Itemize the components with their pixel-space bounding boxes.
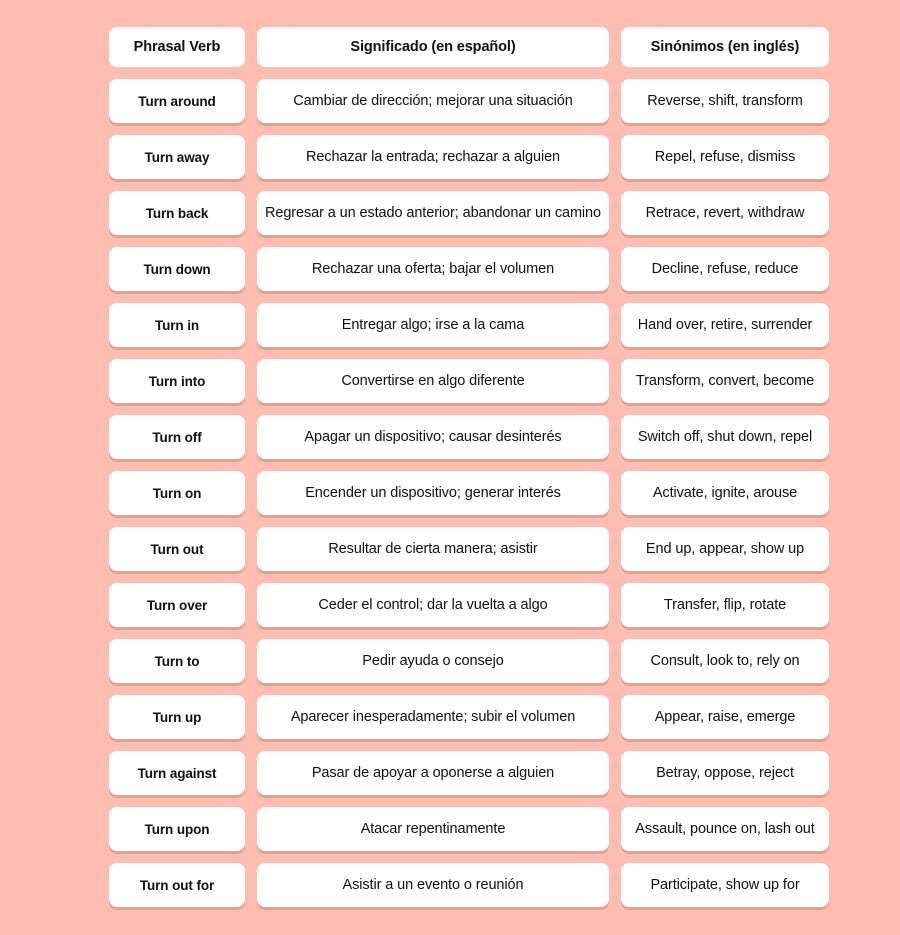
table-row — [109, 135, 829, 179]
meaning-cell: Cambiar de dirección; mejorar una situación — [257, 79, 609, 123]
meaning-cell: Atacar repentinamente — [257, 807, 609, 851]
table-row — [109, 471, 829, 515]
table-row — [109, 415, 829, 459]
synonyms-cell: Consult, look to, rely on — [621, 639, 829, 683]
verb-cell: Turn over — [109, 583, 245, 627]
table-row — [109, 583, 829, 627]
table-row — [109, 751, 829, 795]
table-body — [109, 79, 829, 907]
synonyms-cell: Retrace, revert, withdraw — [621, 191, 829, 235]
table-row — [109, 79, 829, 123]
verb-cell: Turn against — [109, 751, 245, 795]
table-row — [109, 359, 829, 403]
meaning-cell: Regresar a un estado anterior; abandonar un camino — [257, 191, 609, 235]
verb-cell: Turn into — [109, 359, 245, 403]
verb-cell: Turn away — [109, 135, 245, 179]
synonyms-cell: Activate, ignite, arouse — [621, 471, 829, 515]
header-meaning: Significado (en español) — [257, 27, 609, 67]
table-row — [109, 639, 829, 683]
verb-cell: Turn out for — [109, 863, 245, 907]
synonyms-cell: Betray, oppose, reject — [621, 751, 829, 795]
table-row — [109, 695, 829, 739]
table-row — [109, 863, 829, 907]
meaning-cell: Aparecer inesperadamente; subir el volumen — [257, 695, 609, 739]
table-row — [109, 191, 829, 235]
synonyms-cell: Switch off, shut down, repel — [621, 415, 829, 459]
meaning-cell: Entregar algo; irse a la cama — [257, 303, 609, 347]
verb-cell: Turn back — [109, 191, 245, 235]
synonyms-cell: Assault, pounce on, lash out — [621, 807, 829, 851]
synonyms-cell: Transform, convert, become — [621, 359, 829, 403]
synonyms-cell: Hand over, retire, surrender — [621, 303, 829, 347]
verb-cell: Turn up — [109, 695, 245, 739]
meaning-cell: Ceder el control; dar la vuelta a algo — [257, 583, 609, 627]
table-row — [109, 247, 829, 291]
synonyms-cell: Transfer, flip, rotate — [621, 583, 829, 627]
phrasal-verbs-table — [109, 27, 829, 919]
synonyms-cell: Repel, refuse, dismiss — [621, 135, 829, 179]
verb-cell: Turn down — [109, 247, 245, 291]
synonyms-cell: Appear, raise, emerge — [621, 695, 829, 739]
synonyms-cell: Decline, refuse, reduce — [621, 247, 829, 291]
verb-cell: Turn upon — [109, 807, 245, 851]
verb-cell: Turn in — [109, 303, 245, 347]
meaning-cell: Pasar de apoyar a oponerse a alguien — [257, 751, 609, 795]
synonyms-cell: End up, appear, show up — [621, 527, 829, 571]
meaning-cell: Encender un dispositivo; generar interés — [257, 471, 609, 515]
table-row — [109, 303, 829, 347]
table-row — [109, 807, 829, 851]
synonyms-cell: Participate, show up for — [621, 863, 829, 907]
table-row — [109, 527, 829, 571]
verb-cell: Turn off — [109, 415, 245, 459]
verb-cell: Turn on — [109, 471, 245, 515]
meaning-cell: Apagar un dispositivo; causar desinterés — [257, 415, 609, 459]
table-header — [109, 27, 829, 67]
meaning-cell: Pedir ayuda o consejo — [257, 639, 609, 683]
verb-cell: Turn to — [109, 639, 245, 683]
synonyms-cell: Reverse, shift, transform — [621, 79, 829, 123]
meaning-cell: Resultar de cierta manera; asistir — [257, 527, 609, 571]
verb-cell: Turn out — [109, 527, 245, 571]
meaning-cell: Convertirse en algo diferente — [257, 359, 609, 403]
meaning-cell: Rechazar una oferta; bajar el volumen — [257, 247, 609, 291]
meaning-cell: Asistir a un evento o reunión — [257, 863, 609, 907]
header-phrasal-verb: Phrasal Verb — [109, 27, 245, 67]
verb-cell: Turn around — [109, 79, 245, 123]
header-synonyms: Sinónimos (en inglés) — [621, 27, 829, 67]
meaning-cell: Rechazar la entrada; rechazar a alguien — [257, 135, 609, 179]
